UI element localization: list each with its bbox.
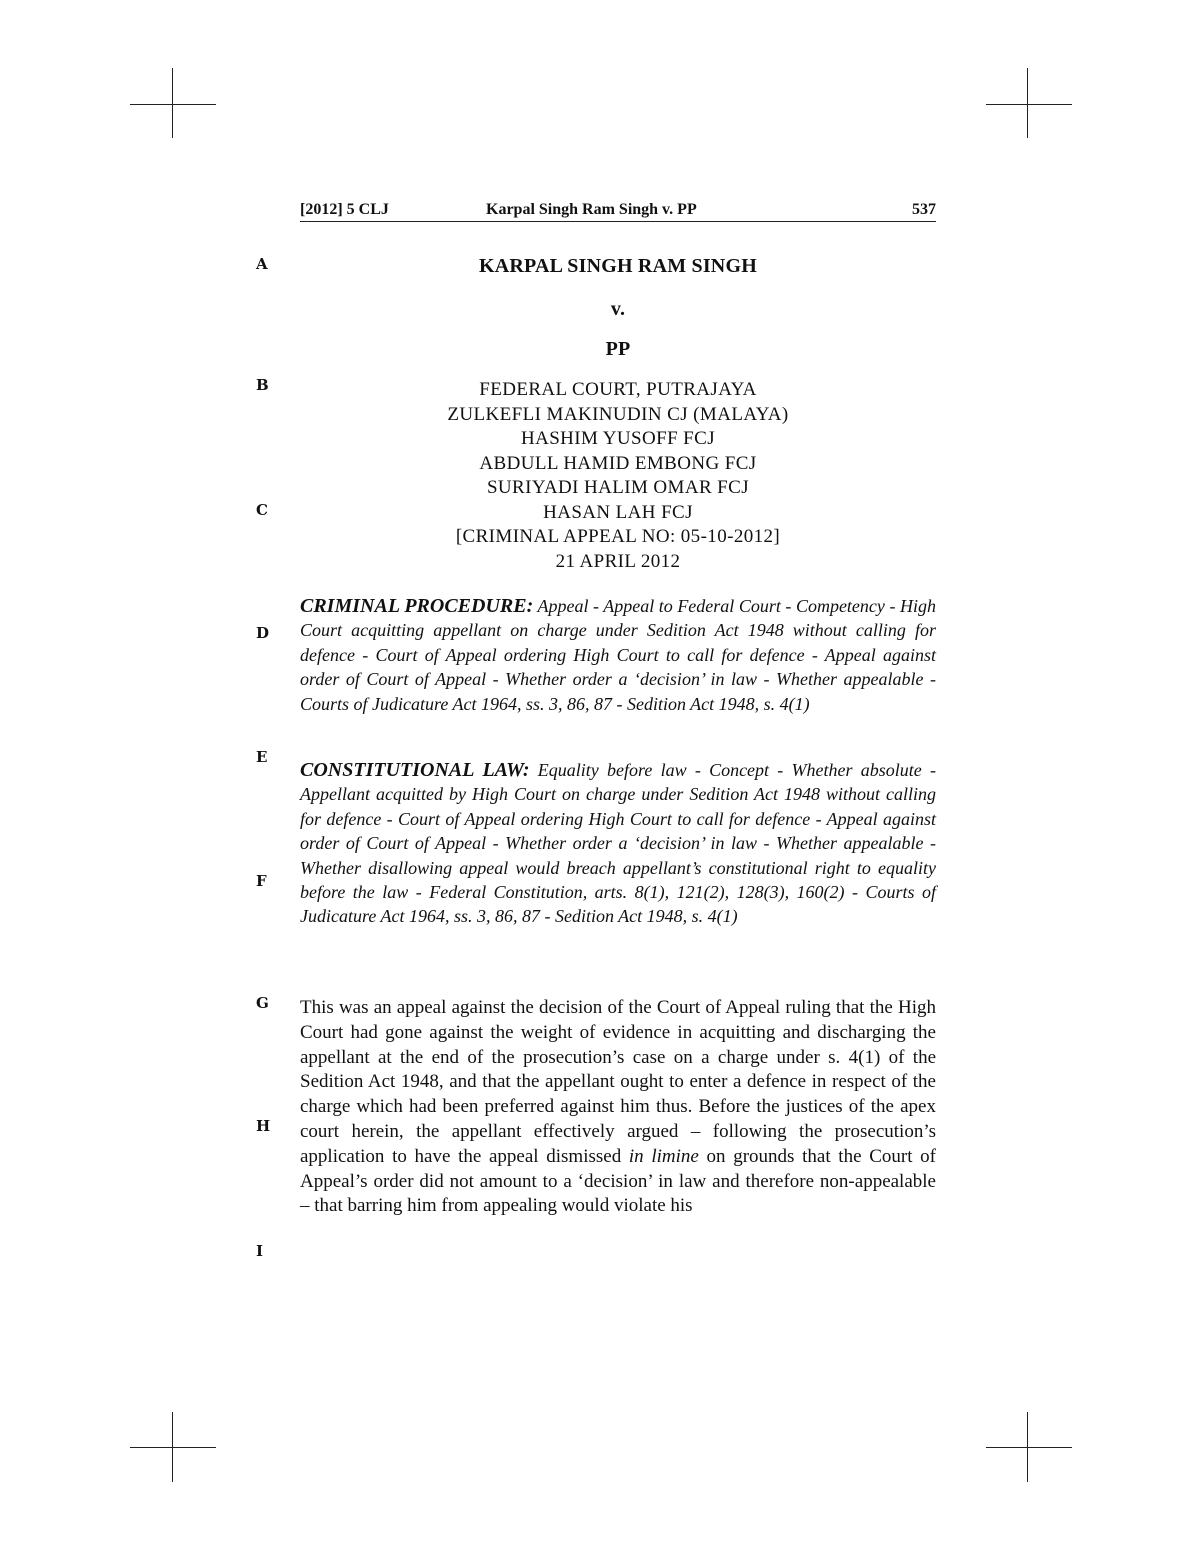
margin-letter-c: C — [256, 501, 268, 519]
margin-letter-f: F — [256, 872, 267, 890]
judge-3: ABDULL HAMID EMBONG FCJ — [479, 452, 757, 474]
running-head-case-name: Karpal Singh Ram Singh v. PP — [486, 201, 697, 218]
margin-letter-g: G — [256, 994, 269, 1012]
page-header-area — [300, 197, 936, 222]
page-number: 537 — [912, 201, 936, 218]
judge-5: HASAN LAH FCJ — [543, 501, 693, 523]
catchword-text: Equality before law - Concept - Whether absolute - Appellant acquitted by High Court on charge under Sedition Act 1948 without calling for defence - Court of Appeal ordering High Court to call for defence - Appeal against order of Court of Appeal - Whether order a ‘decision’ in law - Whether appealable - Whether disallowing appeal would breach appellant’s constitutional right to equality before the law - Federal Constitution, arts. 8(1), 121(2), 128(3), 160(2) - Courts of Judicature Act 1964, ss. 3, 86, 87 - Sedition Act 1948, s. 4(1) — [300, 760, 936, 927]
court-name: FEDERAL COURT, PUTRAJAYA — [479, 379, 757, 400]
case-number: [CRIMINAL APPEAL NO: 05-10-2012] — [455, 526, 781, 547]
margin-letter-e: E — [256, 748, 268, 766]
respondent-name: PP — [605, 338, 631, 360]
headnote-italic-term: in limine — [628, 1145, 699, 1167]
catchword-heading: CONSTITUTIONAL LAW: — [300, 759, 530, 781]
judge-1: ZULKEFLI MAKINUDIN CJ (MALAYA) — [447, 403, 789, 425]
crop-mark-bottom-right-v — [1027, 1412, 1028, 1482]
versus-label: v. — [610, 298, 626, 320]
judge-4: SURIYADI HALIM OMAR FCJ — [486, 477, 750, 498]
headnote-paragraph — [300, 996, 936, 1219]
headnote-text-part2: on grounds that the Court of Appeal’s order did not amount to a ‘decision’ in law and therefore non-appealable – that barring him from appealing would violate his — [300, 1145, 936, 1217]
crop-mark-bottom-right-h — [986, 1447, 1072, 1448]
margin-letter-a: A — [256, 255, 268, 273]
crop-mark-top-right-v — [1027, 68, 1028, 138]
margin-letter-d: D — [256, 624, 270, 642]
judgment-date: 21 APRIL 2012 — [555, 550, 681, 572]
crop-mark-top-left-v — [172, 68, 173, 138]
headnote-text-part1: This was an appeal against the decision of the Court of Appeal ruling that the High Court had gone against the weight of evidence in acquitting and discharging the appellant at the end of the prosecution’s case on a charge under s. 4(1) of the Sedition Act 1948, and that the appellant ought to enter a defence in respect of the charge which had been preferred against him thus. Before the justices of the apex court herein, the appellant effectively argued – following the prosecution’s application to have the appeal dismissed — [300, 997, 936, 1167]
margin-letter-h: H — [256, 1117, 271, 1135]
catchword-heading: CRIMINAL PROCEDURE: — [300, 595, 534, 617]
margin-letter-i: I — [256, 1242, 264, 1260]
margin-letter-b: B — [256, 376, 269, 394]
catchword-criminal-procedure — [300, 594, 936, 716]
appellant-name: KARPAL SINGH RAM SINGH — [479, 255, 757, 277]
judge-2: HASHIM YUSOFF FCJ — [520, 428, 716, 449]
catchword-constitutional-law — [300, 758, 936, 929]
crop-mark-top-left-h — [130, 104, 216, 105]
crop-mark-top-right-h — [986, 104, 1072, 105]
running-head — [300, 197, 936, 222]
court-bench-block — [300, 378, 936, 574]
crop-mark-bottom-left-v — [172, 1412, 173, 1482]
catchword-text: Appeal - Appeal to Federal Court - Competency - High Court acquitting appellant on charge under Sedition Act 1948 without calling for defence - Court of Appeal ordering High Court to call for defence - Appeal against order of Court of Appeal - Whether order a ‘decision’ in law - Whether appealable - Courts of Judicature Act 1964, ss. 3, 86, 87 - Sedition Act 1948, s. 4(1) — [300, 596, 936, 714]
crop-mark-bottom-left-h — [130, 1447, 216, 1448]
running-head-citation: [2012] 5 CLJ — [300, 201, 389, 218]
